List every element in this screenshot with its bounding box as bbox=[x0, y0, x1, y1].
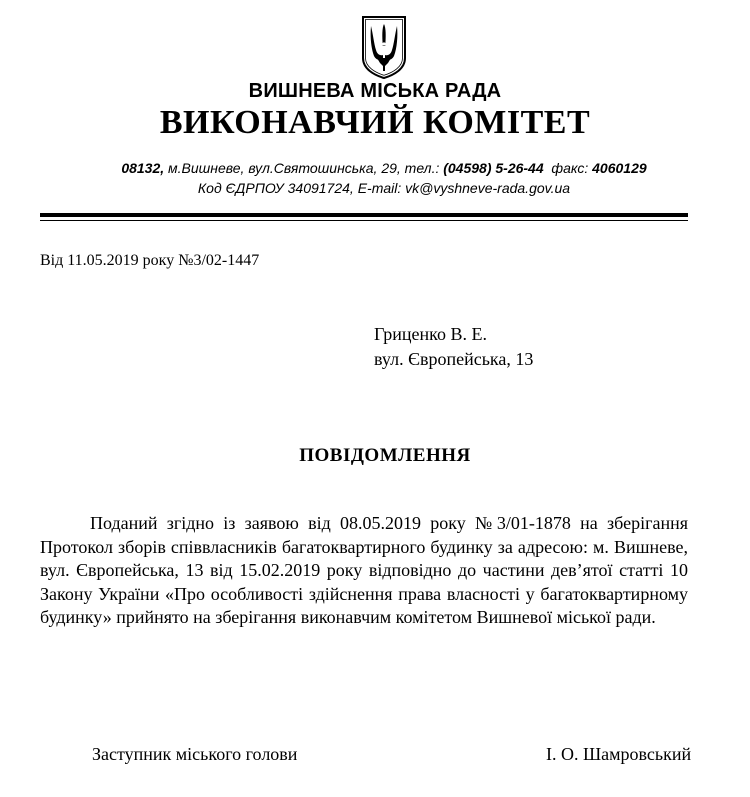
signatory-name: І. О. Шамровський bbox=[546, 744, 692, 764]
signatory-position: Заступник міського голови bbox=[92, 744, 298, 764]
contact-address-line bbox=[0, 160, 750, 176]
document-title: ПОВІДОМЛЕННЯ bbox=[299, 445, 471, 466]
address: м.Вишневе, вул.Святошинська, 29, тел.: bbox=[164, 160, 444, 176]
notice-body: Поданий згідно із заявою від 08.05.2019 року №3/01-1878 на зберігання Протокол зборів співвласників багатоквартирного будинку за адресою: м. Вишневе, вул. Європейська, 13 від 15.02.2019 року відповідно до частини дев’ятої статті 10 Закону України «Про особливості здійснення права власності у багатоквартирному будинку» прийнято на зберігання виконавчим комітетом Вишневої міської ради. bbox=[40, 513, 688, 627]
header-divider-thin bbox=[40, 220, 688, 221]
registry-email-line: Код ЄДРПОУ 34091724, E-mail: vk@vyshneve-rada.gov.ua bbox=[197, 180, 571, 196]
trident-coat-of-arms-icon bbox=[360, 14, 408, 80]
postcode: 08132, bbox=[121, 160, 165, 176]
fax-label: факс: bbox=[543, 160, 593, 176]
addressee-block bbox=[374, 322, 533, 372]
outgoing-reference: Від 11.05.2019 року №3/02-1447 bbox=[40, 252, 260, 269]
phone: (04598) 5-26-44 bbox=[443, 160, 544, 176]
fax: 4060129 bbox=[592, 160, 647, 176]
council-name: ВИШНЕВА МІСЬКА РАДА bbox=[248, 80, 502, 102]
committee-name: ВИКОНАВЧИЙ КОМІТЕТ bbox=[159, 104, 591, 141]
header-divider-thick bbox=[40, 213, 688, 217]
addressee-name: Гриценко В. Е. bbox=[374, 324, 487, 344]
addressee-street: вул. Європейська, 13 bbox=[374, 349, 534, 369]
